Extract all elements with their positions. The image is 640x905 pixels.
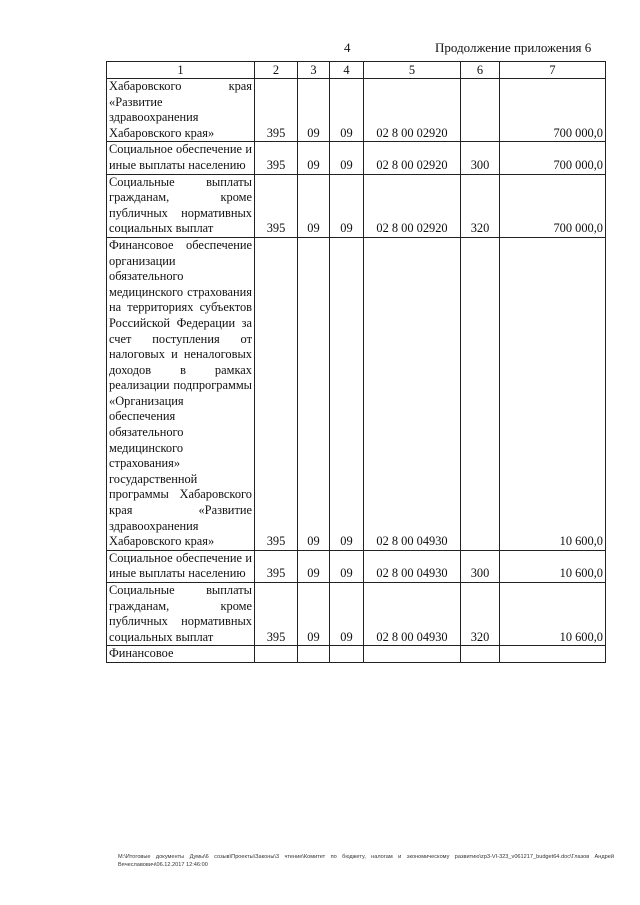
amount-cell [500,646,606,663]
amount-cell: 700 000,0 [500,79,606,142]
section-cell: 09 [298,550,330,582]
code-cell: 395 [255,237,298,550]
target-article-cell: 02 8 00 04930 [364,237,461,550]
column-header: 4 [330,62,364,79]
column-number-row [107,62,606,79]
subsection-cell: 09 [330,550,364,582]
target-article-cell: 02 8 00 02920 [364,142,461,174]
amount-cell: 10 600,0 [500,550,606,582]
code-cell: 395 [255,79,298,142]
column-header: 7 [500,62,606,79]
row-name-cell: Финансовое обеспечение организации обязательного медицинского страхования на территориях субъектов Российской Федерации за счет поступления от налоговых и неналоговых доходов в рамках реализации подпрограммы «Организация обеспечения обязательного медицинского страхования» государственной программы Хабаровского края «Развитие здравоохранения Хабаровского края» [107,237,255,550]
subsection-cell: 09 [330,174,364,237]
table-row [107,550,606,582]
row-name-cell: Социальное обеспечение и иные выплаты населению [107,550,255,582]
row-name-cell: Социальные выплаты гражданам, кроме публичных нормативных социальных выплат [107,174,255,237]
expense-type-cell: 320 [461,174,500,237]
expense-type-cell: 320 [461,583,500,646]
section-cell: 09 [298,583,330,646]
amount-cell: 700 000,0 [500,174,606,237]
target-article-cell: 02 8 00 04930 [364,550,461,582]
target-article-cell [364,646,461,663]
code-cell: 395 [255,550,298,582]
subsection-cell: 09 [330,583,364,646]
subsection-cell: 09 [330,237,364,550]
amount-cell: 10 600,0 [500,237,606,550]
row-name-cell: Социальное обеспечение и иные выплаты населению [107,142,255,174]
code-cell: 395 [255,174,298,237]
row-name-cell: Финансовое [107,646,255,663]
amount-cell: 700 000,0 [500,142,606,174]
expense-type-cell [461,79,500,142]
section-cell: 09 [298,142,330,174]
table-row [107,79,606,142]
section-cell: 09 [298,79,330,142]
table-row [107,237,606,550]
budget-table [106,61,606,663]
target-article-cell: 02 8 00 04930 [364,583,461,646]
subsection-cell: 09 [330,142,364,174]
target-article-cell: 02 8 00 02920 [364,79,461,142]
table-row [107,646,606,663]
page-number: 4 [344,40,351,55]
expense-type-cell: 300 [461,142,500,174]
expense-type-cell: 300 [461,550,500,582]
table-row [107,583,606,646]
table-row [107,142,606,174]
column-header: 5 [364,62,461,79]
code-cell [255,646,298,663]
appendix-continuation-label: Продолжение приложения 6 [435,40,592,55]
amount-cell: 10 600,0 [500,583,606,646]
subsection-cell: 09 [330,79,364,142]
section-cell: 09 [298,237,330,550]
row-name-cell: Социальные выплаты гражданам, кроме публичных нормативных социальных выплат [107,583,255,646]
row-name-cell: Хабаровского края «Развитие здравоохранения Хабаровского края» [107,79,255,142]
section-cell: 09 [298,174,330,237]
subsection-cell [330,646,364,663]
expense-type-cell [461,237,500,550]
expense-type-cell [461,646,500,663]
column-header: 1 [107,62,255,79]
column-header: 3 [298,62,330,79]
code-cell: 395 [255,583,298,646]
target-article-cell: 02 8 00 02920 [364,174,461,237]
section-cell [298,646,330,663]
column-header: 6 [461,62,500,79]
code-cell: 395 [255,142,298,174]
column-header: 2 [255,62,298,79]
document-path-footer: М:\Итоговые документы Думы\6 созыв\Проекты\Законы\3 чтение\Комитет по бюджету, налогам и экономическому развитию\zp3-VI-323_v061217_budget64.doc\Глазов Андрей Вячеславович\06.12.2017 12:46:00 [118,854,614,868]
table-row [107,174,606,237]
